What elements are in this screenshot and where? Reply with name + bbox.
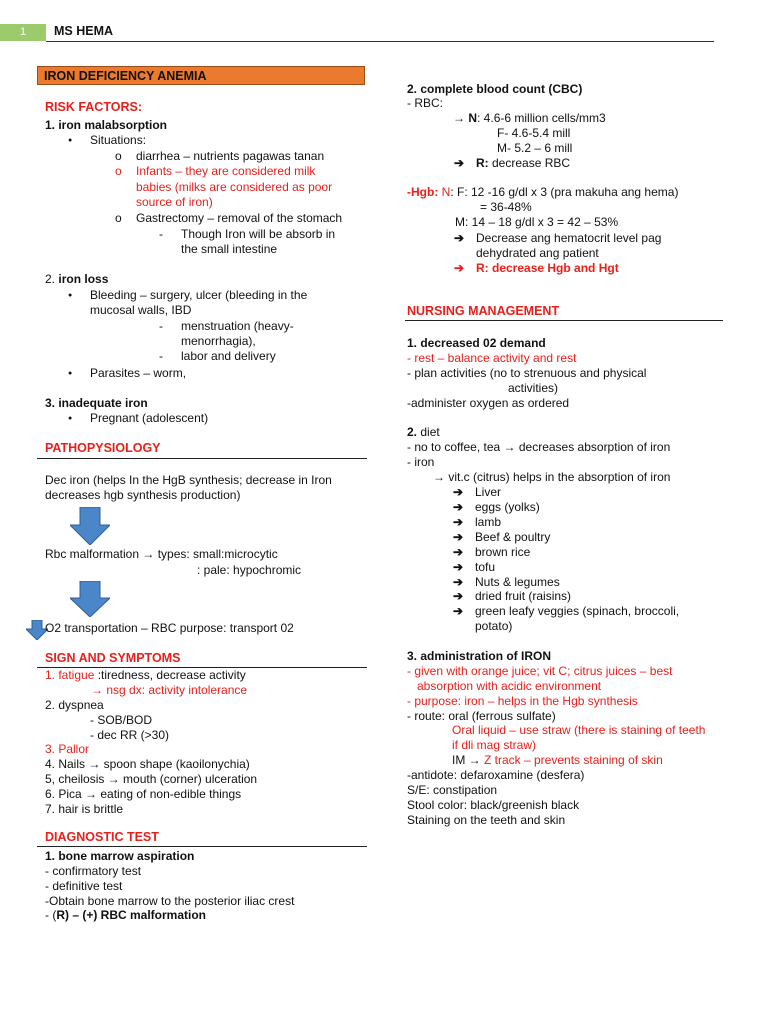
food-item: ➔ Beef & poultry	[475, 530, 550, 545]
nm-1-b: - plan activities (no to strenuous and physical	[407, 366, 647, 380]
hgb-a-cont: dehydrated ang patient	[476, 246, 599, 260]
patho-3: O2 transportation – RBC purpose: transport 02	[45, 621, 294, 635]
nursing-rule	[405, 320, 723, 321]
nm-3-c: - route: oral (ferrous sulfate)	[407, 709, 556, 723]
diag-b: - definitive test	[45, 879, 123, 893]
risk-1-c: o Gastrectomy – removal of the stomach	[136, 211, 342, 226]
risk-3-a: ● Pregnant (adolescent)	[90, 411, 208, 426]
food-item: ➔ green leafy veggies (spinach, broccoli,	[475, 604, 679, 619]
sign-4: 4. Nails → spoon shape (kaoilonychia)	[45, 757, 250, 771]
food-item: ➔ lamb	[475, 515, 501, 530]
header-rule	[46, 41, 714, 42]
cbc-result: ➔ R: decrease RBC	[476, 156, 570, 171]
nm-3-h: Stool color: black/greenish black	[407, 798, 580, 812]
risk-1-c-dash-cont: the small intestine	[181, 242, 278, 256]
nm-3-g: S/E: constipation	[407, 783, 498, 797]
food-item: ➔ brown rice	[475, 545, 530, 560]
cbc-normal: → N: 4.6-6 million cells/mm3	[453, 111, 606, 125]
sign-5: 5, cheilosis → mouth (corner) ulceration	[45, 772, 258, 786]
risk-2-a-dash2: - labor and delivery	[181, 349, 276, 364]
signs-heading: SIGN AND SYMPTOMS	[45, 651, 181, 665]
nm-1-b-cont: activities)	[508, 381, 559, 395]
nm-3-d-cont: if dli mag straw)	[452, 738, 537, 752]
nm-3-b: - purpose: iron – helps in the Hgb synthesis	[407, 694, 638, 708]
patho-rule	[37, 458, 367, 459]
nm-3: 3. administration of IRON	[407, 649, 552, 663]
patho-heading: PATHOPYSIOLOGY	[45, 441, 161, 455]
risk-3: 3. inadequate iron	[45, 396, 148, 410]
nm-2-a: - no to coffee, tea → decreases absorption of iron	[407, 440, 671, 454]
nm-3-a: - given with orange juice; vit C; citrus juices – best	[407, 664, 673, 678]
diagnostic-rule	[37, 846, 367, 847]
sign-2-a: - SOB/BOD	[90, 713, 153, 727]
diag-1: 1. bone marrow aspiration	[45, 849, 195, 863]
risk-2-a-cont: mucosal walls, IBD	[90, 303, 192, 317]
diag-d: - (R) – (+) RBC malformation	[45, 908, 207, 922]
sign-2-b: - dec RR (>30)	[90, 728, 170, 742]
nm-1: 1. decreased 02 demand	[407, 336, 546, 350]
nm-1-c: -administer oxygen as ordered	[407, 396, 570, 410]
page-number: 1	[0, 24, 46, 41]
risk-2-b: ● Parasites – worm,	[90, 366, 186, 381]
sign-1: 1. fatigue :tiredness, decrease activity	[45, 668, 246, 682]
food-item: ➔ Liver	[475, 485, 501, 500]
nm-2-b: - iron	[407, 455, 435, 469]
hgb-equals: = 36-48%	[480, 200, 532, 214]
document-title: MS HEMA	[54, 24, 114, 38]
section-title-box: IRON DEFICIENCY ANEMIA	[37, 66, 365, 85]
risk-1-b: o Infants – they are considered milk	[136, 164, 315, 179]
food-item: ➔ dried fruit (raisins)	[475, 589, 571, 604]
food-item: ➔ tofu	[475, 560, 495, 575]
hgb-line: -Hgb: N: F: 12 -16 g/dl x 3 (pra makuha ang hema)	[407, 185, 679, 199]
hgb-male: M: 14 – 18 g/dl x 3 = 42 – 53%	[455, 215, 619, 229]
sign-6: 6. Pica → eating of non-edible things	[45, 787, 242, 801]
sign-2: 2. dyspnea	[45, 698, 104, 712]
risk-1-a: o diarrhea – nutrients pagawas tanan	[136, 149, 324, 164]
hgb-result: ➔ R: decrease Hgb and Hgt	[476, 261, 619, 276]
sign-7: 7. hair is brittle	[45, 802, 124, 816]
risk-1-c-dash: - Though Iron will be absorb in	[181, 227, 335, 242]
nm-3-a-cont: absorption with acidic environment	[417, 679, 602, 693]
down-arrow-icon	[70, 507, 110, 545]
risk-2: 2. iron loss	[45, 272, 109, 286]
patho-1: Dec iron (helps In the HgB synthesis; decrease in Iron	[45, 473, 332, 487]
nm-2: 2. diet	[407, 425, 440, 439]
food-item-cont: potato)	[475, 619, 513, 633]
nm-3-i: Staining on the teeth and skin	[407, 813, 566, 827]
patho-1-cont: decreases hgb synthesis production)	[45, 488, 241, 502]
risk-2-a-dash1-cont: menorrhagia),	[181, 334, 256, 348]
risk-1-b-cont: babies (milks are considered as poor	[136, 180, 333, 194]
cbc-female: F- 4.6-5.4 mill	[497, 126, 571, 140]
nm-1-a: - rest – balance activity and rest	[407, 351, 577, 365]
cbc-rbc: - RBC:	[407, 96, 443, 110]
hgb-a: ➔ Decrease ang hematocrit level pag	[476, 231, 661, 246]
diagnostic-heading: DIAGNOSTIC TEST	[45, 830, 159, 844]
diag-c: -Obtain bone marrow to the posterior iliac crest	[45, 894, 295, 908]
nm-3-f: -antidote: defaroxamine (desfera)	[407, 768, 585, 782]
food-item: ➔ eggs (yolks)	[475, 500, 540, 515]
down-arrow-icon	[70, 581, 110, 617]
sign-1-nsg: → nsg dx: activity intolerance	[91, 683, 248, 697]
patho-2-cont: : pale: hypochromic	[197, 563, 302, 577]
patho-2: Rbc malformation → types: small:microcytic	[45, 547, 278, 561]
sign-3: 3. Pallor	[45, 742, 90, 756]
risk-2-a-dash1: - menstruation (heavy-	[181, 319, 294, 334]
nursing-heading: NURSING MANAGEMENT	[407, 304, 560, 318]
cbc-heading: 2. complete blood count (CBC)	[407, 82, 583, 96]
risk-2-a: ● Bleeding – surgery, ulcer (bleeding in the	[90, 288, 307, 303]
cbc-male: M- 5.2 – 6 mill	[497, 141, 573, 155]
nm-3-d: Oral liquid – use straw (there is staining of teeth	[452, 723, 706, 737]
risk-1-situations: ● Situations:	[90, 133, 146, 148]
nm-3-e: IM → Z track – prevents staining of skin	[452, 753, 663, 767]
nm-2-c: → vit.c (citrus) helps in the absorption of iron	[433, 470, 671, 484]
food-item: ➔ Nuts & legumes	[475, 575, 560, 590]
risk-1: 1. iron malabsorption	[45, 118, 168, 132]
diag-a: - confirmatory test	[45, 864, 142, 878]
risk-factors-heading: RISK FACTORS:	[45, 100, 142, 114]
risk-1-b-cont2: source of iron)	[136, 195, 213, 209]
